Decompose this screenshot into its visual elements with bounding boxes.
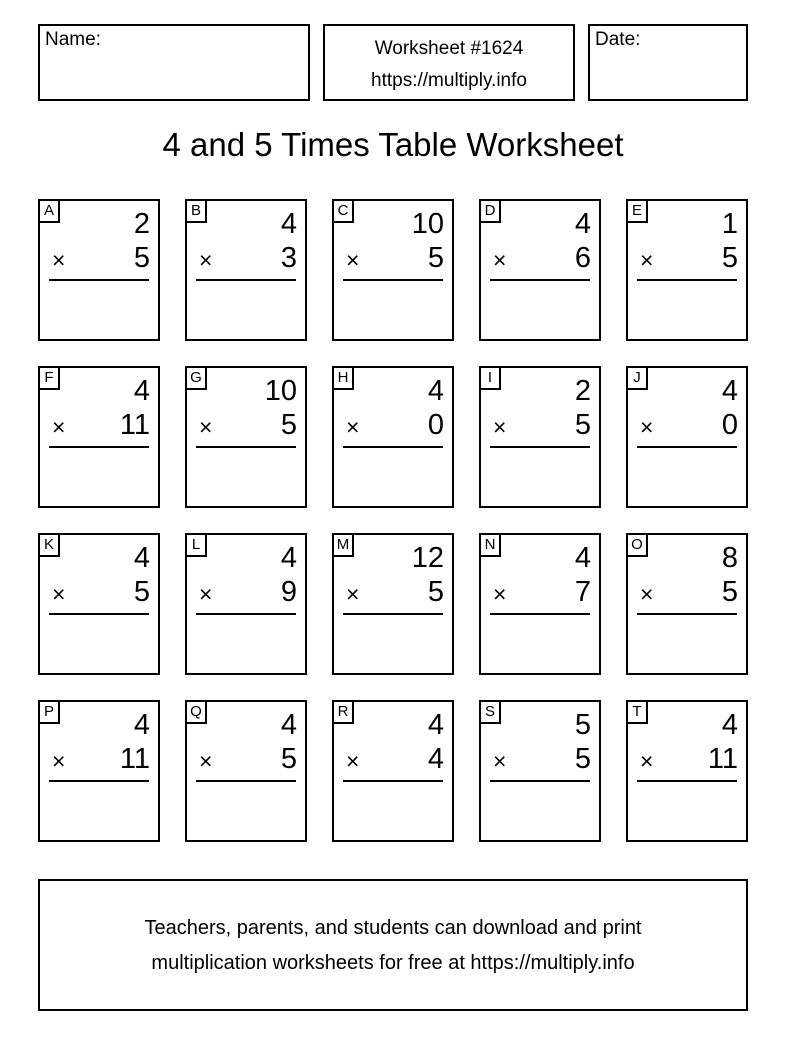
problem-letter: D xyxy=(479,199,501,223)
answer-line xyxy=(196,446,296,448)
problem-top-number: 12 xyxy=(411,542,444,574)
problem-top-number: 8 xyxy=(721,542,738,574)
answer-line xyxy=(49,613,149,615)
footer-note xyxy=(38,879,748,1011)
problem-letter: S xyxy=(479,700,501,724)
answer-line xyxy=(196,613,296,615)
times-sign: × xyxy=(346,414,360,440)
problem-top-number: 2 xyxy=(133,208,150,240)
problem-top-number: 4 xyxy=(427,375,444,407)
problem-letter: T xyxy=(626,700,648,724)
problem-bottom-number: 7 xyxy=(574,576,591,608)
problem-letter: O xyxy=(626,533,648,557)
problem-bottom-number: 5 xyxy=(280,409,297,441)
answer-line xyxy=(490,780,590,782)
answer-line xyxy=(196,780,296,782)
problem-bottom-number: 5 xyxy=(427,242,444,274)
problem-card[interactable] xyxy=(479,199,601,341)
problem-top-number: 4 xyxy=(133,709,150,741)
times-sign: × xyxy=(640,748,654,774)
problem-top-number: 2 xyxy=(574,375,591,407)
problem-card[interactable] xyxy=(185,700,307,842)
problem-card[interactable] xyxy=(479,700,601,842)
times-sign: × xyxy=(493,414,507,440)
problem-letter: F xyxy=(38,366,60,390)
times-sign: × xyxy=(52,414,66,440)
name-field[interactable] xyxy=(38,24,310,101)
times-sign: × xyxy=(199,247,213,273)
problem-bottom-number: 0 xyxy=(427,409,444,441)
problem-letter: K xyxy=(38,533,60,557)
problem-card[interactable] xyxy=(626,366,748,508)
problem-bottom-number: 5 xyxy=(427,576,444,608)
times-sign: × xyxy=(493,748,507,774)
problem-bottom-number: 11 xyxy=(707,743,738,775)
problem-top-number: 10 xyxy=(411,208,444,240)
times-sign: × xyxy=(199,581,213,607)
times-sign: × xyxy=(52,748,66,774)
problem-bottom-number: 5 xyxy=(133,576,150,608)
problem-letter: H xyxy=(332,366,354,390)
answer-line xyxy=(196,279,296,281)
problem-bottom-number: 11 xyxy=(119,409,150,441)
times-sign: × xyxy=(493,247,507,273)
problem-top-number: 4 xyxy=(721,375,738,407)
problem-card[interactable] xyxy=(626,199,748,341)
times-sign: × xyxy=(346,748,360,774)
problem-top-number: 4 xyxy=(721,709,738,741)
answer-line xyxy=(49,446,149,448)
problem-card[interactable] xyxy=(332,700,454,842)
problem-letter: J xyxy=(626,366,648,390)
answer-line xyxy=(637,613,737,615)
date-label: Date: xyxy=(595,29,641,50)
problem-bottom-number: 5 xyxy=(280,743,297,775)
problem-card[interactable] xyxy=(332,533,454,675)
answer-line xyxy=(343,613,443,615)
answer-line xyxy=(637,446,737,448)
problem-bottom-number: 5 xyxy=(574,743,591,775)
times-sign: × xyxy=(640,247,654,273)
problem-top-number: 4 xyxy=(427,709,444,741)
problem-top-number: 4 xyxy=(133,542,150,574)
problem-top-number: 1 xyxy=(721,208,738,240)
problem-bottom-number: 5 xyxy=(574,409,591,441)
problem-letter: G xyxy=(185,366,207,390)
problem-card[interactable] xyxy=(626,700,748,842)
problem-letter: C xyxy=(332,199,354,223)
problem-card[interactable] xyxy=(332,366,454,508)
problem-letter: P xyxy=(38,700,60,724)
times-sign: × xyxy=(640,581,654,607)
name-label: Name: xyxy=(45,29,101,50)
worksheet-info-box xyxy=(323,24,575,101)
problem-card[interactable] xyxy=(38,700,160,842)
times-sign: × xyxy=(199,414,213,440)
problem-bottom-number: 9 xyxy=(280,576,297,608)
problem-top-number: 4 xyxy=(574,542,591,574)
problem-letter: B xyxy=(185,199,207,223)
answer-line xyxy=(490,613,590,615)
problem-card[interactable] xyxy=(185,533,307,675)
problem-card[interactable] xyxy=(38,533,160,675)
answer-line xyxy=(637,780,737,782)
answer-line xyxy=(490,279,590,281)
footer-line-2: multiplication worksheets for free at https://multiply.info xyxy=(151,952,635,974)
times-sign: × xyxy=(346,581,360,607)
answer-line xyxy=(637,279,737,281)
problem-card[interactable] xyxy=(479,533,601,675)
problem-top-number: 4 xyxy=(280,208,297,240)
problem-top-number: 10 xyxy=(264,375,297,407)
problem-bottom-number: 11 xyxy=(119,743,150,775)
problem-letter: E xyxy=(626,199,648,223)
problem-bottom-number: 5 xyxy=(133,242,150,274)
problem-card[interactable] xyxy=(626,533,748,675)
date-field[interactable] xyxy=(588,24,748,101)
answer-line xyxy=(49,780,149,782)
problem-letter: I xyxy=(479,366,501,390)
problem-letter: R xyxy=(332,700,354,724)
problem-letter: M xyxy=(332,533,354,557)
problem-letter: Q xyxy=(185,700,207,724)
problem-top-number: 5 xyxy=(574,709,591,741)
problem-bottom-number: 5 xyxy=(721,242,738,274)
answer-line xyxy=(343,446,443,448)
problem-card[interactable] xyxy=(38,366,160,508)
problem-letter: A xyxy=(38,199,60,223)
times-sign: × xyxy=(52,581,66,607)
page-title: 4 and 5 Times Table Worksheet xyxy=(162,126,624,163)
problem-letter: N xyxy=(479,533,501,557)
problem-letter: L xyxy=(185,533,207,557)
problem-bottom-number: 5 xyxy=(721,576,738,608)
times-sign: × xyxy=(52,247,66,273)
times-sign: × xyxy=(493,581,507,607)
problem-card[interactable] xyxy=(185,366,307,508)
problem-card[interactable] xyxy=(332,199,454,341)
problem-bottom-number: 3 xyxy=(280,242,297,274)
answer-line xyxy=(343,780,443,782)
problem-bottom-number: 4 xyxy=(427,743,444,775)
problem-top-number: 4 xyxy=(133,375,150,407)
problem-bottom-number: 0 xyxy=(721,409,738,441)
problem-card[interactable] xyxy=(479,366,601,508)
problem-top-number: 4 xyxy=(280,709,297,741)
footer-line-1: Teachers, parents, and students can download and print xyxy=(144,917,642,939)
problem-bottom-number: 6 xyxy=(574,242,591,274)
worksheet-url: https://multiply.info xyxy=(371,70,527,91)
problem-card[interactable] xyxy=(185,199,307,341)
worksheet-number: Worksheet #1624 xyxy=(374,38,524,59)
times-sign: × xyxy=(640,414,654,440)
times-sign: × xyxy=(199,748,213,774)
answer-line xyxy=(490,446,590,448)
problem-card[interactable] xyxy=(38,199,160,341)
answer-line xyxy=(49,279,149,281)
problem-top-number: 4 xyxy=(280,542,297,574)
times-sign: × xyxy=(346,247,360,273)
answer-line xyxy=(343,279,443,281)
problem-top-number: 4 xyxy=(574,208,591,240)
